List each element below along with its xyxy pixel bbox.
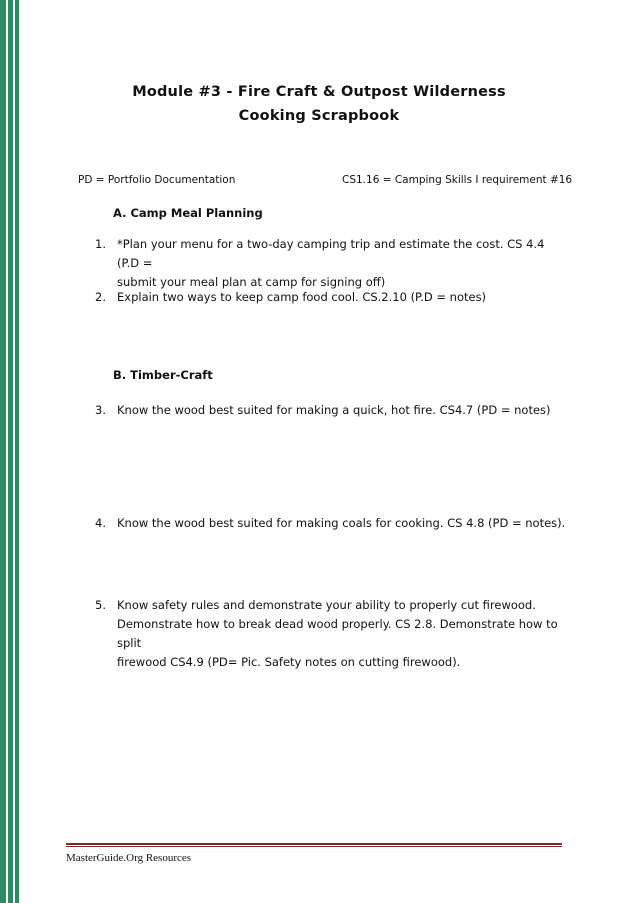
item-text: Know the wood best suited for making coals for cooking. CS 4.8 (PD = notes). <box>117 516 566 530</box>
item-number: 5. <box>95 598 106 612</box>
left-border-stripes <box>0 0 20 903</box>
item-number: 2. <box>95 290 106 304</box>
section-heading-meal-planning: A. Camp Meal Planning <box>113 206 263 220</box>
footer-rule <box>66 846 562 847</box>
item-text: Explain two ways to keep camp food cool. CS.2.10 (P.D = notes) <box>117 290 487 304</box>
item-text: *Plan your menu for a two-day camping trip and estimate the cost. CS 4.4 (P.D = submit your meal plan at camp for signing off) <box>117 237 545 289</box>
document-subtitle: Cooking Scrapbook <box>238 108 400 124</box>
section-heading-timber-craft: B. Timber-Craft <box>113 368 213 382</box>
footer-text: MasterGuide.Org Resources <box>66 852 192 864</box>
item-text: Know safety rules and demonstrate your ability to properly cut firewood. Demonstrate how to break dead wood properly. CS 2.8. Demonstrate how to split firewood CS4.9 (PD= Pic. Safety notes on cutting firewood). <box>117 598 558 669</box>
item-text: Know the wood best suited for making a quick, hot fire. CS4.7 (PD = notes) <box>117 403 551 417</box>
item-number: 3. <box>95 403 106 417</box>
item-number: 1. <box>95 237 106 251</box>
document-title: Module #3 - Fire Craft & Outpost Wilderness <box>132 84 506 100</box>
border-stripe <box>15 0 19 903</box>
item-number: 4. <box>95 516 106 530</box>
legend-pd: PD = Portfolio Documentation <box>78 174 236 186</box>
footer-rule <box>66 843 562 845</box>
legend-cs: CS1.16 = Camping Skills I requirement #16 <box>342 174 573 186</box>
